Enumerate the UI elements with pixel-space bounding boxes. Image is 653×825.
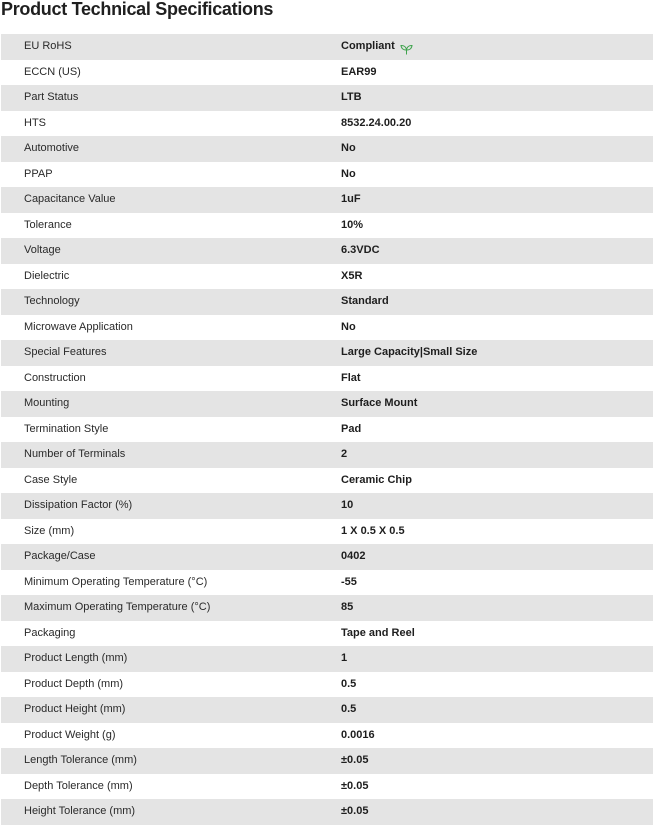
spec-label: PPAP xyxy=(24,167,53,180)
spec-label: EU RoHS xyxy=(24,40,72,52)
spec-value-cell xyxy=(341,111,653,137)
spec-label: Depth Tolerance (mm) xyxy=(24,779,133,792)
spec-label: Dielectric xyxy=(24,269,70,282)
table-row xyxy=(1,34,653,60)
spec-value: ±0.05 xyxy=(341,754,369,766)
table-row xyxy=(1,162,653,188)
spec-value-cell xyxy=(341,187,653,213)
spec-value: 0.5 xyxy=(341,703,357,715)
spec-label: Number of Terminals xyxy=(24,448,126,460)
spec-value: Tape and Reel xyxy=(341,626,415,639)
spec-table-body xyxy=(1,34,653,825)
spec-value: Large Capacity|Small Size xyxy=(341,346,478,358)
spec-value: 0402 xyxy=(341,550,366,562)
spec-label: Microwave Application xyxy=(24,320,133,333)
spec-value: EAR99 xyxy=(341,65,377,78)
spec-value-cell xyxy=(341,519,653,545)
spec-label: Voltage xyxy=(24,244,61,256)
spec-value: 10% xyxy=(341,218,364,231)
spec-value-cell xyxy=(341,60,653,86)
spec-value: No xyxy=(341,167,356,180)
table-row xyxy=(1,111,653,137)
spec-value-cell xyxy=(341,264,653,290)
spec-label: Product Depth (mm) xyxy=(24,677,124,690)
table-row xyxy=(1,723,653,749)
spec-value-cell xyxy=(341,366,653,392)
spec-value-cell xyxy=(341,85,653,111)
table-row xyxy=(1,697,653,723)
spec-value-cell xyxy=(341,315,653,341)
table-row xyxy=(1,672,653,698)
spec-label: Mounting xyxy=(24,397,70,409)
leaf-icon xyxy=(400,40,413,51)
spec-value-cell xyxy=(341,162,653,188)
table-row xyxy=(1,315,653,341)
table-row xyxy=(1,136,653,162)
spec-label: Minimum Operating Temperature (°C) xyxy=(24,575,208,588)
table-row xyxy=(1,570,653,596)
spec-value: ±0.05 xyxy=(341,805,369,817)
spec-value-cell xyxy=(341,468,653,494)
spec-value-cell xyxy=(341,621,653,647)
spec-value-cell xyxy=(341,723,653,749)
spec-value: Standard xyxy=(341,295,389,307)
table-row xyxy=(1,289,653,315)
spec-value-cell xyxy=(341,340,653,366)
spec-value-cell xyxy=(341,570,653,596)
table-row xyxy=(1,646,653,672)
spec-value: 6.3VDC xyxy=(341,244,380,256)
spec-value-cell xyxy=(341,748,653,774)
table-row xyxy=(1,748,653,774)
table-row xyxy=(1,60,653,86)
spec-value: X5R xyxy=(341,269,363,282)
table-row xyxy=(1,213,653,239)
spec-label: Package/Case xyxy=(24,550,96,562)
table-row xyxy=(1,595,653,621)
spec-value-cell xyxy=(341,774,653,800)
spec-value-cell xyxy=(341,136,653,162)
spec-label: Capacitance Value xyxy=(24,193,116,205)
spec-value-cell xyxy=(341,442,653,468)
spec-value: 0.0016 xyxy=(341,728,375,741)
spec-label: Height Tolerance (mm) xyxy=(24,805,136,817)
spec-label: Maximum Operating Temperature (°C) xyxy=(24,601,211,613)
spec-value-cell xyxy=(341,493,653,519)
table-row xyxy=(1,366,653,392)
spec-label: Part Status xyxy=(24,91,79,103)
spec-value: Pad xyxy=(341,422,362,435)
spec-value-cell xyxy=(341,646,653,672)
table-row xyxy=(1,340,653,366)
spec-value-cell xyxy=(341,672,653,698)
table-row xyxy=(1,774,653,800)
spec-label: Dissipation Factor (%) xyxy=(24,499,133,511)
spec-value: -55 xyxy=(341,575,357,588)
spec-value-cell xyxy=(341,544,653,570)
spec-value: No xyxy=(341,320,356,333)
spec-value: 1 X 0.5 X 0.5 xyxy=(341,524,405,537)
spec-value: LTB xyxy=(341,91,362,103)
spec-value-cell xyxy=(341,391,653,417)
spec-value-cell xyxy=(341,595,653,621)
spec-table xyxy=(1,34,653,825)
spec-label: Tolerance xyxy=(24,218,72,231)
table-row xyxy=(1,544,653,570)
table-row xyxy=(1,468,653,494)
spec-value: Surface Mount xyxy=(341,397,418,409)
spec-label: HTS xyxy=(24,116,46,129)
spec-label: ECCN (US) xyxy=(24,65,81,78)
spec-value-cell xyxy=(341,697,653,723)
table-row xyxy=(1,264,653,290)
spec-label: Technology xyxy=(24,295,80,307)
spec-value-cell xyxy=(341,417,653,443)
spec-value: 1uF xyxy=(341,193,361,205)
spec-label: Automotive xyxy=(24,142,80,154)
spec-value: 1 xyxy=(341,652,348,664)
spec-label: Product Height (mm) xyxy=(24,703,126,715)
spec-label: Special Features xyxy=(24,346,107,358)
spec-value: 8532.24.00.20 xyxy=(341,116,412,129)
spec-value: ±0.05 xyxy=(341,779,369,792)
page-title: Product Technical Specifications xyxy=(1,0,274,19)
spec-label: Construction xyxy=(24,371,86,384)
spec-value: 10 xyxy=(341,499,354,511)
spec-value: Ceramic Chip xyxy=(341,473,412,486)
spec-value: 0.5 xyxy=(341,677,357,690)
spec-value-cell xyxy=(341,34,653,60)
spec-value-cell xyxy=(341,213,653,239)
spec-label: Case Style xyxy=(24,473,78,486)
table-row xyxy=(1,238,653,264)
table-row xyxy=(1,799,653,825)
spec-label: Length Tolerance (mm) xyxy=(24,754,137,766)
table-row xyxy=(1,391,653,417)
spec-value: 2 xyxy=(341,448,348,460)
table-row xyxy=(1,187,653,213)
table-row xyxy=(1,442,653,468)
table-row xyxy=(1,519,653,545)
table-row xyxy=(1,85,653,111)
table-row xyxy=(1,417,653,443)
spec-value: Compliant xyxy=(341,40,395,52)
spec-label: Product Weight (g) xyxy=(24,728,116,741)
spec-value-cell xyxy=(341,238,653,264)
spec-label: Packaging xyxy=(24,626,76,639)
spec-value-cell xyxy=(341,289,653,315)
table-row xyxy=(1,621,653,647)
spec-label: Termination Style xyxy=(24,422,109,435)
spec-label: Size (mm) xyxy=(24,524,75,537)
spec-value: No xyxy=(341,142,356,154)
spec-value-cell xyxy=(341,799,653,825)
table-row xyxy=(1,493,653,519)
spec-value: Flat xyxy=(341,371,361,384)
spec-value: 85 xyxy=(341,601,354,613)
spec-label: Product Length (mm) xyxy=(24,652,128,664)
